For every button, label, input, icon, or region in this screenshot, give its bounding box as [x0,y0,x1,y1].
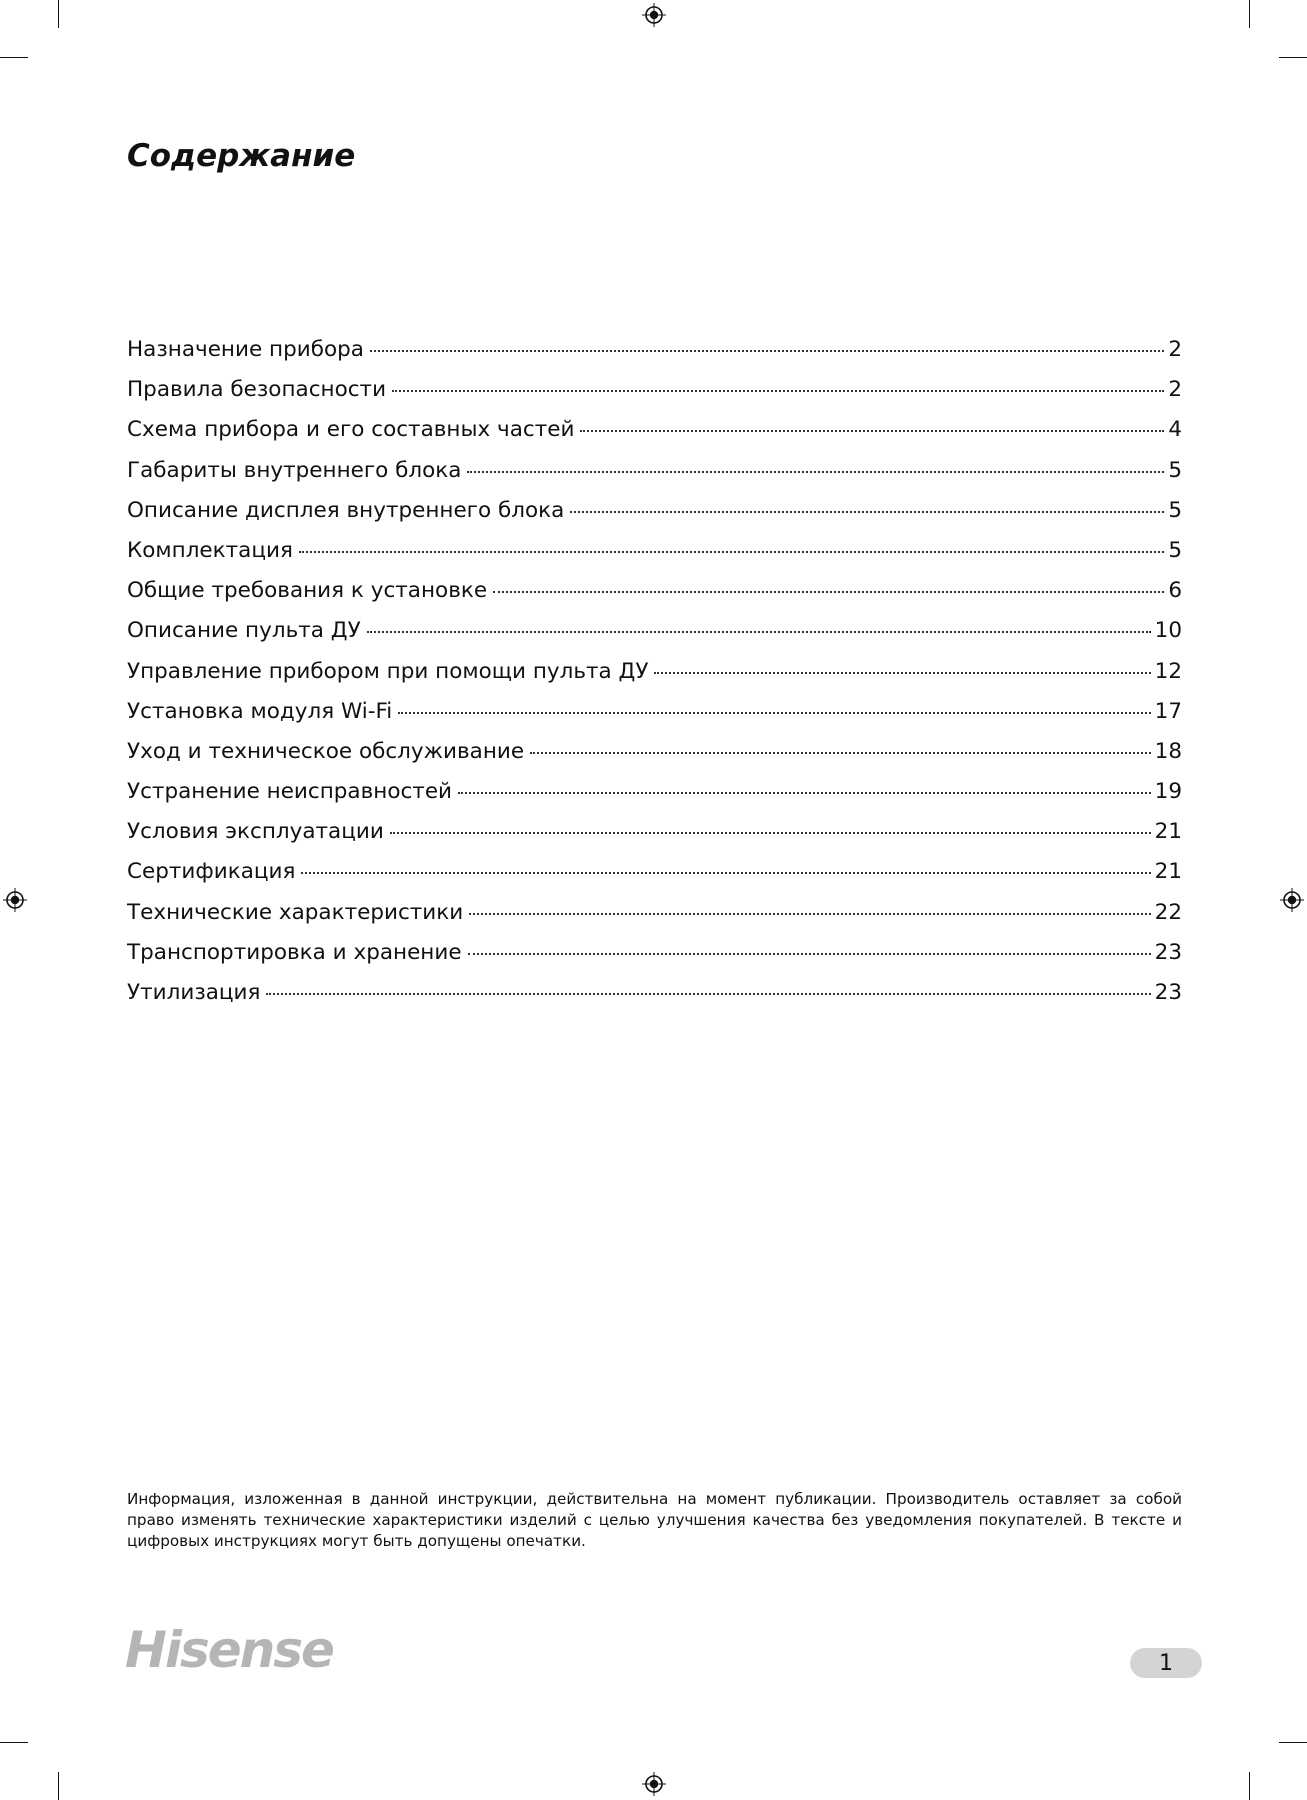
registration-mark-icon [3,888,27,912]
registration-mark-icon [642,1772,666,1796]
crop-mark [0,57,28,58]
toc-entry-page: 21 [1154,859,1182,885]
toc-dot-leader [398,711,1150,714]
toc-entry[interactable] [127,370,1182,410]
toc-entry-label: Технические характеристики [127,899,464,925]
registration-mark-icon [642,3,666,27]
registration-mark-icon [1280,888,1304,912]
toc-entry-page: 18 [1154,738,1182,764]
toc-entry-page: 23 [1154,980,1182,1005]
toc-entry[interactable] [127,812,1182,852]
toc-entry[interactable] [127,852,1182,892]
toc-entry[interactable] [127,611,1182,651]
toc-entry[interactable] [127,531,1182,571]
toc-entry-label: Описание дисплея внутреннего блока [127,497,565,523]
page-number-badge [1130,1648,1202,1678]
toc-entry[interactable] [127,491,1182,531]
toc-dot-leader [301,871,1150,874]
toc-dot-leader [458,791,1151,794]
toc-dot-leader [467,470,1164,473]
toc-entry-label: Управление прибором при помощи пульта ДУ [127,658,649,684]
crop-mark [1249,0,1250,28]
toc-entry-label: Общие требования к установке [127,578,488,604]
toc-entry-page: 22 [1154,899,1182,925]
toc-entry[interactable] [127,410,1182,450]
toc-entry[interactable] [127,772,1182,812]
brand-logo [125,1625,375,1675]
toc-entry-page: 5 [1168,457,1182,483]
toc-entry-page: 5 [1168,497,1182,523]
toc-entry-page: 5 [1168,537,1182,563]
toc-entry[interactable] [127,451,1182,491]
toc-entry-page: 19 [1154,779,1182,805]
toc-entry-label: Условия эксплуатации [127,819,384,845]
toc-entry-page: 21 [1154,819,1182,845]
toc-entry[interactable] [127,652,1182,692]
toc-entry-label: Транспортировка и хранение [127,939,462,965]
disclaimer-text: Информация, изложенная в данной инструкции, действительна на момент публикации. Производитель оставляет за собой право изменять технические характеристики изделий с целью улучшения качества без уведомления покупателей. В тексте и цифровых инструкциях могут быть допущены опечатки. [127,1490,1182,1550]
toc-entry-page: 12 [1154,658,1182,684]
toc-dot-leader [299,550,1164,553]
toc-dot-leader [469,912,1150,915]
toc-dot-leader [580,429,1164,432]
toc-entry-label: Уход и техническое обслуживание [127,738,525,764]
toc-entry[interactable] [127,330,1182,370]
crop-mark [1249,1772,1250,1800]
toc-dot-leader [266,992,1150,995]
toc-dot-leader [468,952,1151,955]
toc-entry[interactable] [127,732,1182,772]
toc-entry-label: Габариты внутреннего блока [127,457,462,483]
toc-entry-page: 2 [1168,337,1182,362]
crop-mark [0,1742,28,1743]
page-number: 1 [1159,1650,1173,1676]
toc-entry[interactable] [127,893,1182,933]
toc-entry-page: 4 [1168,417,1182,443]
toc-entry[interactable] [127,933,1182,973]
toc-entry-label: Схема прибора и его составных частей [127,417,575,443]
toc-entry-label: Описание пульта ДУ [127,618,361,644]
table-of-contents [127,330,1182,1013]
crop-mark [58,0,59,28]
crop-mark [1279,1742,1307,1743]
toc-entry-label: Сертификация [127,859,296,885]
toc-entry-label: Комплектация [127,537,293,563]
toc-dot-leader [654,671,1150,674]
toc-dot-leader [570,510,1164,513]
toc-dot-leader [392,389,1164,392]
toc-entry[interactable] [127,571,1182,611]
crop-mark [58,1772,59,1800]
toc-dot-leader [390,831,1151,834]
crop-mark [1279,57,1307,58]
brand-logo-text: Hisense [125,1625,333,1675]
toc-entry-page: 2 [1168,377,1182,403]
toc-dot-leader [367,630,1151,633]
toc-entry[interactable] [127,692,1182,732]
toc-entry-label: Устранение неисправностей [127,779,453,805]
page-title: Содержание [127,138,356,174]
toc-dot-leader [530,751,1151,754]
toc-entry[interactable] [127,973,1182,1013]
toc-entry-page: 10 [1154,618,1182,644]
toc-entry-page: 23 [1154,939,1182,965]
toc-entry-label: Утилизация [127,980,261,1005]
toc-entry-page: 17 [1154,698,1182,724]
toc-entry-label: Правила безопасности [127,377,387,403]
toc-dot-leader [370,349,1164,352]
toc-entry-label: Назначение прибора [127,337,364,362]
toc-entry-label: Установка модуля Wi-Fi [127,698,393,724]
toc-dot-leader [493,590,1164,593]
toc-entry-page: 6 [1168,578,1182,604]
